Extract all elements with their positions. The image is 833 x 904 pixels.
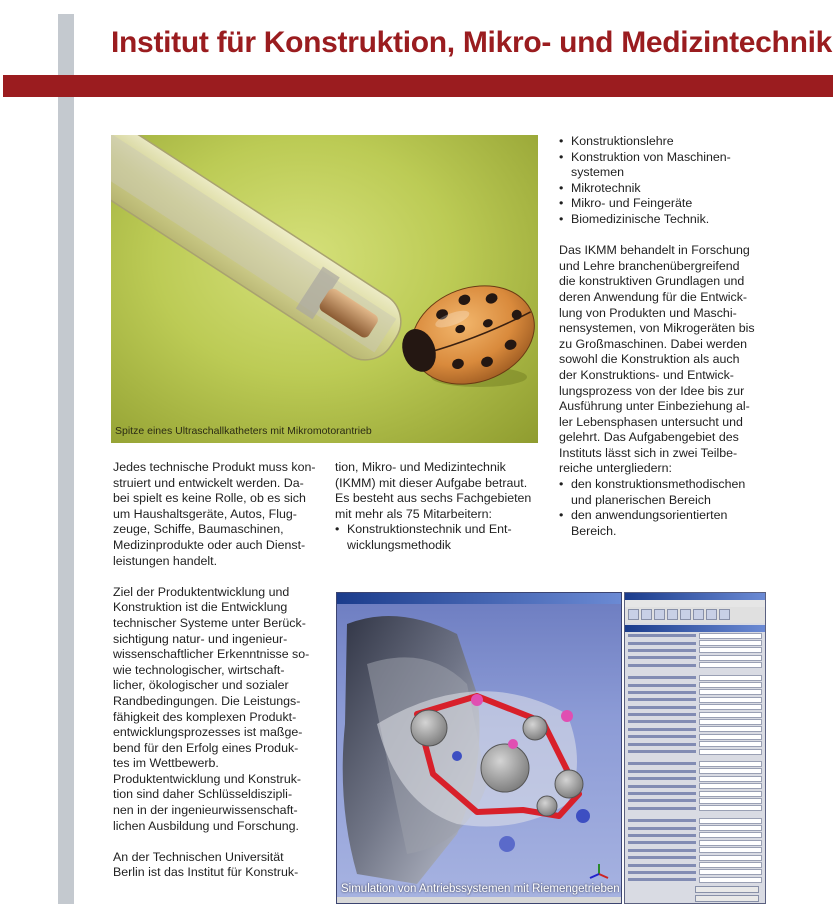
- form-field[interactable]: [699, 862, 762, 868]
- form-label: [628, 777, 696, 780]
- form-label: [628, 684, 696, 687]
- form-row: [625, 639, 765, 646]
- form-field[interactable]: [699, 869, 762, 875]
- form-field[interactable]: [699, 682, 762, 688]
- column-2-list: [335, 522, 545, 553]
- column-2: [335, 460, 545, 569]
- department-list: [559, 134, 769, 228]
- list-item: [559, 134, 769, 150]
- list-item-line: • Biomedizinische Technik.: [571, 211, 710, 226]
- page-title: Institut für Konstruktion, Mikro- und Medizintechnik: [111, 26, 833, 59]
- column-2-text: [335, 460, 545, 522]
- list-item-line: systemen: [571, 165, 625, 180]
- form-field[interactable]: [699, 749, 762, 755]
- parameter-form: [625, 632, 765, 904]
- form-row: [625, 662, 765, 669]
- form-label: [628, 770, 696, 773]
- text-line: An der Technischen Universität: [113, 849, 284, 864]
- form-field[interactable]: [699, 697, 762, 703]
- simulation-caption: Simulation von Antriebssystemen mit Riemengetrieben: [341, 883, 620, 895]
- form-row: [625, 817, 765, 824]
- form-row: [625, 832, 765, 839]
- photo-caption: Spitze eines Ultraschallkatheters mit Mikromotorantrieb: [115, 425, 372, 437]
- form-label: [628, 871, 696, 874]
- text-line: Jedes technische Produkt muss kon-: [113, 460, 316, 474]
- toolbar-icon[interactable]: [693, 609, 704, 620]
- parameter-window-titlebar: [625, 593, 765, 600]
- toolbar-icon[interactable]: [719, 609, 730, 620]
- form-row: [625, 876, 765, 883]
- form-row: [625, 704, 765, 711]
- text-line: Es besteht aus sechs Fachgebieten: [335, 491, 532, 506]
- column-3: [559, 134, 769, 555]
- list-item-line: und planerischen Bereich: [571, 492, 711, 507]
- form-field[interactable]: [699, 655, 762, 661]
- form-field[interactable]: [699, 855, 762, 861]
- text-line: Medizinprodukte oder auch Dienst-: [113, 537, 306, 552]
- text-line: sichtigung natur- und ingenieur-: [113, 631, 288, 646]
- text-line: nensystemen, von Mikrogeräten bis: [559, 321, 755, 336]
- text-line: Das IKMM behandelt in Forschung: [559, 243, 750, 258]
- text-line: wissenschaftlicher Erkenntnisse so-: [113, 647, 310, 662]
- list-item: [559, 181, 769, 197]
- text-line: um Haushaltsgeräte, Autos, Flug-: [113, 506, 297, 521]
- text-line: der Konstruktions- und Entwick-: [559, 367, 734, 382]
- text-line: Konstruktion ist die Entwicklung: [113, 600, 288, 615]
- form-row: [625, 718, 765, 725]
- toolbar-icon[interactable]: [654, 609, 665, 620]
- form-field[interactable]: [699, 825, 762, 831]
- text-line: lungsprozess von der Idee bis zur: [559, 383, 745, 398]
- form-label: [628, 649, 696, 652]
- form-row: [625, 711, 765, 718]
- form-label: [628, 735, 696, 738]
- text-line: mit mehr als 75 Mitarbeitern:: [335, 506, 493, 521]
- text-line: Produktentwicklung und Konstruk-: [113, 771, 302, 786]
- text-line: Randbedingungen. Die Leistungs-: [113, 693, 301, 708]
- text-line: licher, ökologischer und sozialer: [113, 678, 289, 693]
- list-item: [559, 477, 769, 508]
- text-line: ler Lebensphasen untersucht und: [559, 414, 743, 429]
- form-label: [628, 706, 696, 709]
- list-item-line: wicklungsmethodik: [347, 537, 451, 552]
- text-line: die konstruktiven Grundlagen und: [559, 274, 745, 289]
- side-bar: [58, 14, 74, 904]
- form-label: [628, 864, 696, 867]
- toolbar-icon[interactable]: [641, 609, 652, 620]
- form-label: [628, 827, 696, 830]
- parameter-window-menubar: [625, 600, 765, 607]
- header-band: [3, 75, 833, 97]
- form-row: [625, 760, 765, 767]
- list-item: [559, 196, 769, 212]
- form-field[interactable]: [699, 734, 762, 740]
- form-row: [625, 726, 765, 733]
- text-line: zeuge, Schiffe, Baumaschinen,: [113, 522, 284, 537]
- form-field[interactable]: [699, 818, 762, 824]
- parameter-subwindow-titlebar: [625, 625, 765, 632]
- text-line: tion sind daher Schlüsseldiszipli-: [113, 787, 293, 802]
- text-line: nen in der ingenieurwissenschaft-: [113, 803, 298, 818]
- parameter-window-toolbar: [625, 607, 765, 623]
- form-field[interactable]: [699, 768, 762, 774]
- form-button[interactable]: [695, 895, 759, 902]
- text-line: deren Anwendung für die Entwick-: [559, 289, 748, 304]
- text-line: tes im Wettbewerb.: [113, 756, 219, 771]
- toolbar-icon[interactable]: [667, 609, 678, 620]
- form-field[interactable]: [699, 640, 762, 646]
- simulation-window-titlebar: [337, 593, 621, 604]
- text-line: [113, 569, 317, 585]
- form-row: [625, 790, 765, 797]
- form-label: [628, 856, 696, 859]
- form-field[interactable]: [699, 689, 762, 695]
- form-label: [628, 698, 696, 701]
- form-row: [625, 740, 765, 747]
- text-line: bei spielt es keine Rolle, ob es sich: [113, 491, 306, 506]
- text-line: tion, Mikro- und Medizintechnik: [335, 460, 506, 474]
- list-item-line: • Mikrotechnik: [571, 180, 641, 195]
- column-1: [113, 460, 317, 881]
- form-field[interactable]: [699, 704, 762, 710]
- simulation-statusbar: [337, 897, 621, 903]
- form-row: [625, 797, 765, 804]
- form-row: [625, 854, 765, 861]
- form-field[interactable]: [699, 647, 762, 653]
- text-line: [113, 834, 317, 850]
- form-label: [628, 849, 696, 852]
- form-label: [628, 819, 696, 822]
- text-line: lichen Ausbildung und Forschung.: [113, 818, 299, 833]
- text-line: (IKMM) mit dieser Aufgabe betraut.: [335, 475, 528, 490]
- form-row: [625, 869, 765, 876]
- form-field[interactable]: [699, 761, 762, 767]
- list-item-line: • Konstruktionstechnik und Ent-: [347, 522, 512, 537]
- form-label: [628, 841, 696, 844]
- form-row: [625, 824, 765, 831]
- list-item: [335, 522, 545, 553]
- form-label: [628, 799, 696, 802]
- list-item: [559, 150, 769, 181]
- engine-illustration: [337, 604, 622, 904]
- catheter-illustration: [111, 135, 538, 443]
- form-label: [628, 676, 696, 679]
- form-row: [625, 768, 765, 775]
- text-line: Instituts lässt sich in zwei Teilbe-: [559, 445, 738, 460]
- toolbar-icon[interactable]: [706, 609, 717, 620]
- form-row: [625, 681, 765, 688]
- form-row: [625, 632, 765, 639]
- form-field[interactable]: [699, 877, 762, 883]
- form-row: [625, 839, 765, 846]
- text-line: entwicklungsprozesses ist maßge-: [113, 725, 303, 740]
- form-row: [625, 733, 765, 740]
- text-line: lung von Produkten und Maschi-: [559, 305, 737, 320]
- list-item-line: • den anwendungsorientierten: [571, 508, 728, 523]
- column-3-text: [559, 243, 769, 477]
- form-label: [628, 834, 696, 837]
- form-label: [628, 792, 696, 795]
- form-row: [625, 805, 765, 812]
- form-label: [628, 728, 696, 731]
- form-field[interactable]: [699, 847, 762, 853]
- form-row: [625, 847, 765, 854]
- form-label: [628, 750, 696, 753]
- simulation-window: [336, 592, 622, 904]
- area-list: [559, 477, 769, 539]
- form-field[interactable]: [699, 783, 762, 789]
- text-line: leistungen handelt.: [113, 553, 218, 568]
- form-field[interactable]: [699, 633, 762, 639]
- text-line: zu Großmaschinen. Dabei werden: [559, 336, 748, 351]
- form-field[interactable]: [699, 662, 762, 668]
- form-row: [625, 775, 765, 782]
- parameter-window: [624, 592, 766, 904]
- form-label: [628, 642, 696, 645]
- list-item-line: • den konstruktionsmethodischen: [571, 477, 746, 492]
- text-line: und Lehre branchenübergreifend: [559, 258, 740, 273]
- toolbar-icon[interactable]: [628, 609, 639, 620]
- form-field[interactable]: [699, 675, 762, 681]
- list-item: [559, 212, 769, 228]
- form-label: [628, 807, 696, 810]
- form-label: [628, 785, 696, 788]
- form-field[interactable]: [699, 712, 762, 718]
- form-row: [625, 654, 765, 661]
- text-line: sowohl die Konstruktion als auch: [559, 352, 740, 367]
- text-line: gelehrt. Das Aufgabengebiet des: [559, 430, 739, 445]
- form-label: [628, 656, 696, 659]
- list-item-line: • Konstruktion von Maschinen-: [571, 149, 731, 164]
- form-label: [628, 634, 696, 637]
- text-line: reiche untergliedern:: [559, 461, 672, 476]
- text-line: fähigkeit des komplexen Produkt-: [113, 709, 297, 724]
- form-row: [625, 647, 765, 654]
- text-line: wie technologischer, wirtschaft-: [113, 662, 285, 677]
- form-row: [625, 689, 765, 696]
- form-field[interactable]: [699, 726, 762, 732]
- text-line: bend für den Erfolg eines Produk-: [113, 740, 299, 755]
- form-field[interactable]: [699, 798, 762, 804]
- text-line: technischer Systeme unter Berück-: [113, 615, 306, 630]
- form-label: [628, 878, 696, 881]
- text-line: struiert und entwickelt werden. Da-: [113, 475, 304, 490]
- form-label: [628, 664, 696, 667]
- form-field[interactable]: [699, 719, 762, 725]
- form-field[interactable]: [699, 840, 762, 846]
- list-item-line: • Konstruktionslehre: [571, 134, 674, 148]
- list-item: [559, 508, 769, 539]
- form-label: [628, 713, 696, 716]
- catheter-photo: [111, 135, 538, 443]
- toolbar-icon[interactable]: [680, 609, 691, 620]
- form-field[interactable]: [699, 805, 762, 811]
- form-label: [628, 691, 696, 694]
- form-field[interactable]: [699, 741, 762, 747]
- list-item-line: Bereich.: [571, 523, 617, 538]
- form-row: [625, 696, 765, 703]
- form-row: [625, 748, 765, 755]
- text-line: Ziel der Produktentwicklung und: [113, 584, 290, 599]
- text-line: Berlin ist das Institut für Konstruk-: [113, 865, 299, 880]
- form-button[interactable]: [695, 886, 759, 893]
- form-field[interactable]: [699, 791, 762, 797]
- form-row: [625, 674, 765, 681]
- form-label: [628, 762, 696, 765]
- column-1-text: [113, 460, 317, 881]
- form-label: [628, 743, 696, 746]
- form-row: [625, 782, 765, 789]
- text-line: Ausführung unter Einbeziehung al-: [559, 399, 750, 414]
- list-item-line: • Mikro- und Feingeräte: [571, 196, 693, 211]
- form-label: [628, 720, 696, 723]
- form-field[interactable]: [699, 832, 762, 838]
- form-row: [625, 861, 765, 868]
- form-field[interactable]: [699, 776, 762, 782]
